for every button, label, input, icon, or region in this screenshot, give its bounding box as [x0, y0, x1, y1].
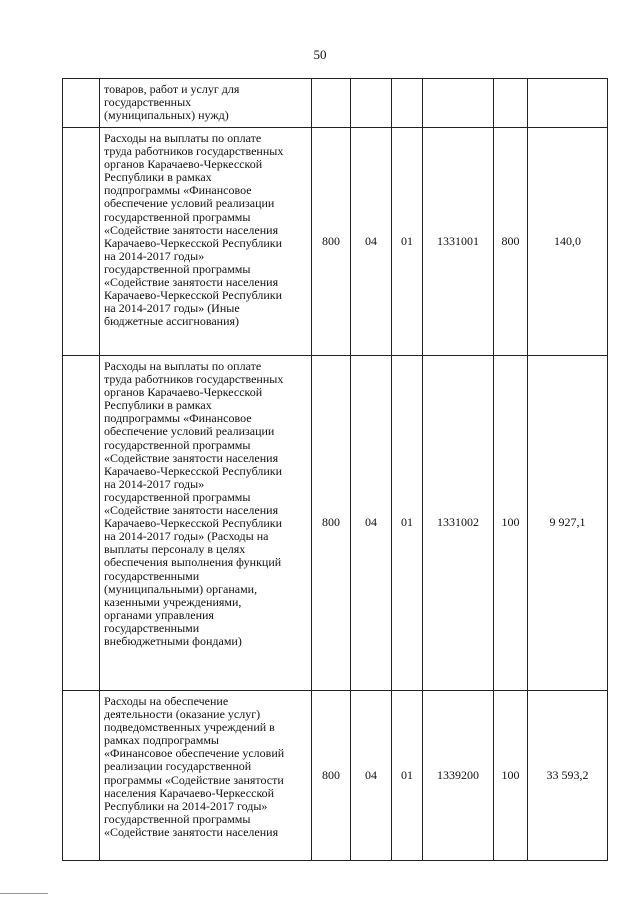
- subsection-code-cell: 01: [392, 356, 423, 691]
- description-text: товаров, работ и услуг для государственных (муниципальных) нужд): [104, 82, 240, 123]
- table-row: [63, 356, 608, 691]
- subsection-code-cell: 01: [392, 691, 423, 861]
- description-text: Расходы на обеспечение деятельности (оказание услуг) подведомственных учреждений в рамках подпрограммы «Финансовое обеспечение условий реализации государственной программы «Содействие занятости населения Карачаево-Черкесской Республики на 2014-2017 годы» государственной программы «Содействие занятости населения: [104, 694, 285, 839]
- section-code-cell: [351, 79, 392, 128]
- target-article-cell: 1331001: [423, 128, 494, 356]
- table-row: [63, 691, 608, 861]
- page-number: 50: [313, 47, 327, 62]
- admin-code-cell: [312, 79, 351, 128]
- scan-edge-mark: [0, 893, 48, 894]
- table-row: [63, 79, 608, 128]
- admin-code-cell: 800: [312, 128, 351, 356]
- description-cell: [100, 691, 312, 861]
- amount-cell: 140,0: [528, 128, 608, 356]
- admin-code-cell: 800: [312, 356, 351, 691]
- section-code-cell: 04: [351, 691, 392, 861]
- expense-type-cell: [494, 79, 528, 128]
- budget-table: [62, 78, 608, 861]
- amount-cell: 9 927,1: [528, 356, 608, 691]
- description-text: Расходы на выплаты по оплате труда работников государственных органов Карачаево-Черкесской Республики в рамках подпрограммы «Финансовое обеспечение условий реализации государственной программы «Содействие занятости населения Карачаево-Черкесской Республики на 2014-2017 годы» государственной программы «Содействие занятости населения Карачаево-Черкесской Республики на 2014-2017 годы» (Расходы на выплаты персоналу в целях обеспечения выполнения функций государственными (муниципальными) органами, казенными учреждениями, органами управления государственными внебюджетными фондами): [104, 359, 284, 648]
- subsection-code-cell: [392, 79, 423, 128]
- target-article-cell: 1339200: [423, 691, 494, 861]
- row-number-cell: [63, 79, 100, 128]
- description-cell: [100, 79, 312, 128]
- target-article-cell: [423, 79, 494, 128]
- section-code-cell: 04: [351, 356, 392, 691]
- row-number-cell: [63, 128, 100, 356]
- description-cell: [100, 356, 312, 691]
- target-article-cell: 1331002: [423, 356, 494, 691]
- row-number-cell: [63, 356, 100, 691]
- subsection-code-cell: 01: [392, 128, 423, 356]
- amount-cell: 33 593,2: [528, 691, 608, 861]
- amount-cell: [528, 79, 608, 128]
- table-row: [63, 128, 608, 356]
- expense-type-cell: 800: [494, 128, 528, 356]
- expense-type-cell: 100: [494, 356, 528, 691]
- row-number-cell: [63, 691, 100, 861]
- section-code-cell: 04: [351, 128, 392, 356]
- admin-code-cell: 800: [312, 691, 351, 861]
- description-cell: [100, 128, 312, 356]
- expense-type-cell: 100: [494, 691, 528, 861]
- description-text: Расходы на выплаты по оплате труда работников государственных органов Карачаево-Черкесской Республики в рамках подпрограммы «Финансовое обеспечение условий реализации государственной программы «Содействие занятости населения Карачаево-Черкесской Республики на 2014-2017 годы» государственной программы «Содействие занятости населения Карачаево-Черкесской Республики на 2014-2017 годы» (Иные бюджетные ассигнования): [104, 131, 284, 329]
